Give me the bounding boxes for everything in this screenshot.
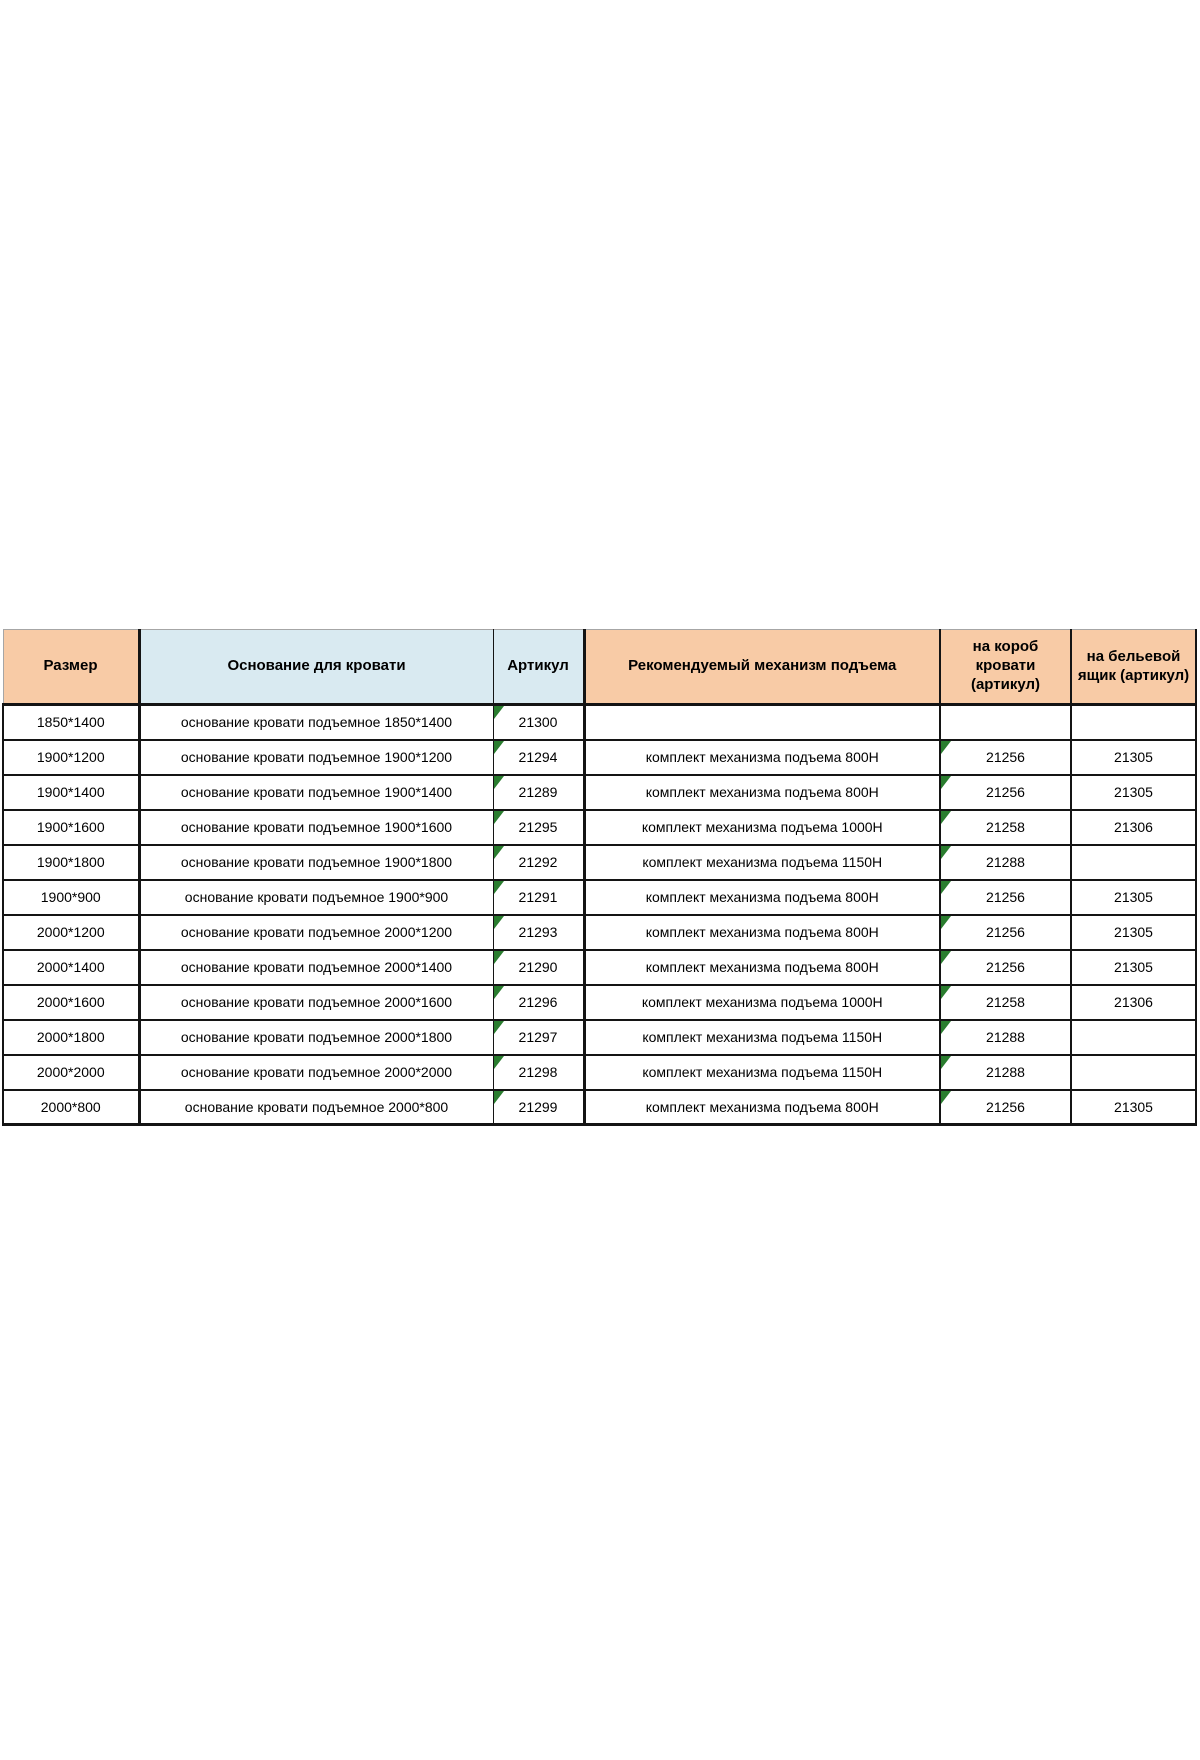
table-row [3,1020,1196,1055]
cell-corner-flag-icon [494,986,504,999]
cell-drawer-article: 21306 [1071,985,1196,1020]
cell-box-article: 21258 [940,810,1071,845]
cell-article: 21297 [493,1020,584,1055]
cell-corner-flag-icon [494,706,504,719]
cell-size: 1900*1600 [3,810,139,845]
cell-drawer-article [1071,705,1196,740]
cell-base: основание кровати подъемное 1900*1600 [139,810,493,845]
table-row [3,740,1196,775]
table-row [3,950,1196,985]
cell-size: 2000*1400 [3,950,139,985]
cell-corner-flag-icon [494,1091,504,1104]
cell-drawer-article: 21305 [1071,950,1196,985]
cell-size: 2000*2000 [3,1055,139,1090]
cell-drawer-article: 21305 [1071,775,1196,810]
cell-mechanism: комплект механизма подъема 800Н [584,775,940,810]
cell-box-article: 21256 [940,775,1071,810]
header-size: Размер [3,630,139,705]
cell-box-article: 21256 [940,950,1071,985]
header-row [3,630,1196,705]
cell-corner-flag-icon [494,811,504,824]
cell-base: основание кровати подъемное 2000*1800 [139,1020,493,1055]
cell-corner-flag-icon [494,1056,504,1069]
cell-mechanism: комплект механизма подъема 1150Н [584,845,940,880]
cell-base: основание кровати подъемное 1850*1400 [139,705,493,740]
cell-size: 2000*1800 [3,1020,139,1055]
cell-mechanism [584,705,940,740]
header-article: Артикул [493,630,584,705]
cell-article: 21300 [493,705,584,740]
cell-drawer-article [1071,845,1196,880]
cell-base: основание кровати подъемное 2000*2000 [139,1055,493,1090]
cell-drawer-article: 21305 [1071,740,1196,775]
cell-drawer-article: 21305 [1071,880,1196,915]
table-row [3,775,1196,810]
cell-box-article: 21256 [940,915,1071,950]
cell-size: 1900*1400 [3,775,139,810]
cell-corner-flag-icon [494,741,504,754]
cell-corner-flag-icon [941,811,951,824]
table-row [3,705,1196,740]
cell-drawer-article: 21305 [1071,1090,1196,1125]
table-row [3,1090,1196,1125]
cell-size: 2000*1200 [3,915,139,950]
cell-box-article [940,705,1071,740]
header-box-article: на короб кровати (артикул) [940,630,1071,705]
table-row [3,985,1196,1020]
cell-corner-flag-icon [941,846,951,859]
table-header [3,630,1196,705]
cell-drawer-article: 21305 [1071,915,1196,950]
table-row [3,1055,1196,1090]
table-row [3,880,1196,915]
header-drawer-article: на бельевой ящик (артикул) [1071,630,1196,705]
cell-drawer-article [1071,1055,1196,1090]
cell-corner-flag-icon [941,916,951,929]
cell-article: 21291 [493,880,584,915]
cell-corner-flag-icon [494,881,504,894]
cell-corner-flag-icon [494,916,504,929]
cell-mechanism: комплект механизма подъема 800Н [584,950,940,985]
cell-article: 21298 [493,1055,584,1090]
cell-base: основание кровати подъемное 2000*800 [139,1090,493,1125]
cell-box-article: 21288 [940,1020,1071,1055]
cell-article: 21289 [493,775,584,810]
cell-article: 21293 [493,915,584,950]
table-row [3,915,1196,950]
table-row [3,810,1196,845]
cell-size: 2000*1600 [3,985,139,1020]
cell-corner-flag-icon [941,741,951,754]
header-base: Основание для кровати [139,630,493,705]
cell-mechanism: комплект механизма подъема 800Н [584,880,940,915]
cell-mechanism: комплект механизма подъема 1000Н [584,810,940,845]
cell-corner-flag-icon [494,1021,504,1034]
cell-corner-flag-icon [494,776,504,789]
cell-base: основание кровати подъемное 2000*1600 [139,985,493,1020]
cell-box-article: 21256 [940,1090,1071,1125]
cell-corner-flag-icon [941,951,951,964]
cell-corner-flag-icon [494,951,504,964]
cell-size: 1900*1800 [3,845,139,880]
cell-article: 21295 [493,810,584,845]
cell-corner-flag-icon [941,1056,951,1069]
table-row [3,845,1196,880]
cell-base: основание кровати подъемное 1900*1200 [139,740,493,775]
cell-corner-flag-icon [941,1091,951,1104]
cell-size: 1900*1200 [3,740,139,775]
header-mechanism: Рекомендуемый механизм подъема [584,630,940,705]
cell-article: 21292 [493,845,584,880]
cell-drawer-article [1071,1020,1196,1055]
table-body [3,705,1196,1125]
cell-mechanism: комплект механизма подъема 800Н [584,740,940,775]
cell-base: основание кровати подъемное 1900*900 [139,880,493,915]
cell-mechanism: комплект механизма подъема 800Н [584,915,940,950]
cell-box-article: 21256 [940,740,1071,775]
cell-article: 21290 [493,950,584,985]
cell-corner-flag-icon [494,846,504,859]
cell-box-article: 21256 [940,880,1071,915]
cell-drawer-article: 21306 [1071,810,1196,845]
cell-mechanism: комплект механизма подъема 1150Н [584,1055,940,1090]
cell-base: основание кровати подъемное 1900*1400 [139,775,493,810]
cell-size: 2000*800 [3,1090,139,1125]
cell-mechanism: комплект механизма подъема 1150Н [584,1020,940,1055]
cell-corner-flag-icon [941,776,951,789]
cell-article: 21296 [493,985,584,1020]
cell-base: основание кровати подъемное 2000*1200 [139,915,493,950]
cell-mechanism: комплект механизма подъема 800Н [584,1090,940,1125]
cell-corner-flag-icon [941,1021,951,1034]
cell-corner-flag-icon [941,986,951,999]
cell-box-article: 21258 [940,985,1071,1020]
cell-article: 21294 [493,740,584,775]
cell-corner-flag-icon [941,881,951,894]
cell-box-article: 21288 [940,1055,1071,1090]
cell-size: 1900*900 [3,880,139,915]
cell-size: 1850*1400 [3,705,139,740]
cell-base: основание кровати подъемное 2000*1400 [139,950,493,985]
cell-mechanism: комплект механизма подъема 1000Н [584,985,940,1020]
bed-base-spec-table [2,629,1197,1126]
cell-article: 21299 [493,1090,584,1125]
cell-box-article: 21288 [940,845,1071,880]
cell-base: основание кровати подъемное 1900*1800 [139,845,493,880]
